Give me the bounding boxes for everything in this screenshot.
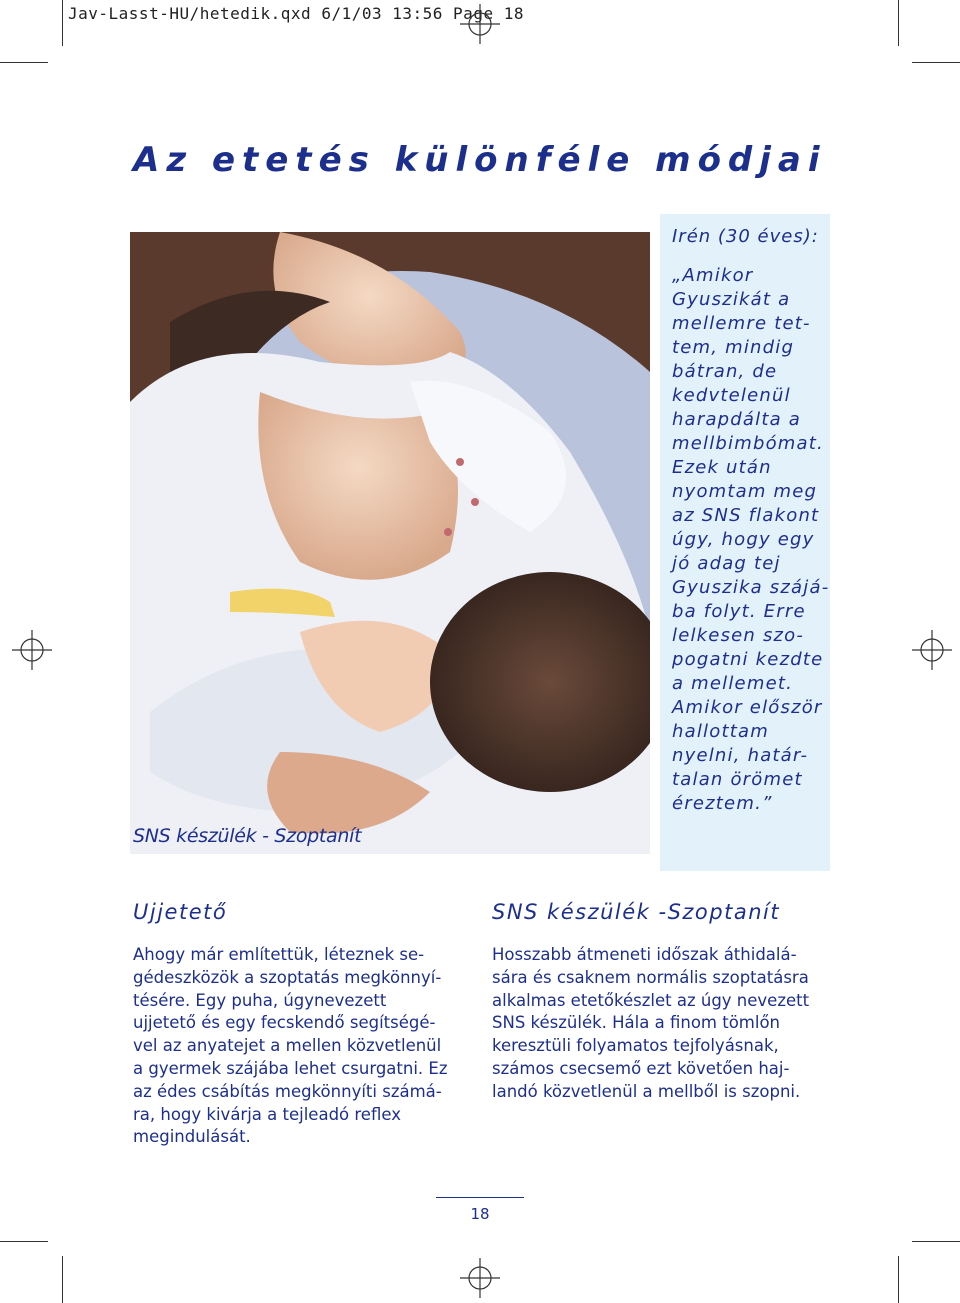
body-line: Hosszabb átmeneti időszak áthidalá- [492,945,797,964]
crop-mark [0,62,48,63]
body-line: ujjetető és egy fecskendő segítségé- [133,1013,436,1033]
quote-line: nyomtam meg [672,481,818,502]
crop-mark [62,0,63,46]
body-line: tésére. Egy puha, úgynevezett [133,990,387,1010]
breastfeeding-photo [130,232,650,854]
registration-mark-icon [460,1258,500,1298]
section-body-sns [492,944,809,1104]
registration-mark-icon [912,630,952,670]
quote-line: mellemre tet- [672,313,811,334]
quote-line: Gyuszikát a [672,289,791,310]
quote-line: kedvtelenül [672,385,791,406]
section-title-sns: SNS készülék -Szoptanít [492,900,781,924]
quote-line: bátran, de [672,361,778,382]
photo-caption: SNS készülék - Szoptanít [133,825,362,847]
crop-mark [912,1241,960,1242]
quote-line: „Amikor [672,265,754,286]
page-title: Az etetés különféle módjai [133,140,827,180]
body-line: SNS készülék. Hála a finom tömlőn [492,1013,781,1033]
quote-line: tem, mindig [672,337,795,358]
registration-mark-icon [460,4,500,44]
page-number-rule [436,1197,524,1198]
registration-mark-icon [12,630,52,670]
quote-line: éreztem.” [672,793,773,814]
body-line: ra, hogy kivárja a tejleadó reflex [133,1104,401,1124]
crop-mark [898,1256,899,1303]
quote-line: pogatni kezdte [672,649,824,670]
quote-line: úgy, hogy egy [672,529,815,550]
body-line: megindulását. [133,1127,251,1147]
quote-line: a mellemet. [672,673,794,694]
body-line: landó közvetlenül a mellből is szopni. [492,1081,801,1101]
quote-line: mellbimbómat. [672,433,824,454]
section-title-ujjeteto: Ujjetető [133,900,228,924]
quote-line: nyelni, határ- [672,745,809,766]
quote-line: ba folyt. Erre [672,601,806,622]
body-line: gédeszközök a szoptatás megkönnyí- [133,967,442,987]
body-line: keresztüli folyamatos tejfolyásnak, [492,1036,779,1056]
body-line: számos csecsemő ezt követően haj- [492,1058,790,1078]
crop-mark [898,0,899,46]
quote-line: Gyuszika szájá- [672,577,830,598]
body-line: alkalmas etetőkészlet az úgy nevezett [492,990,810,1010]
body-line: Ahogy már említettük, léteznek se- [133,945,425,964]
body-line: vel az anyatejet a mellen közvetlenül [133,1036,442,1056]
photo-illustration [130,232,650,854]
body-line: az édes csábítás megkönnyíti számá- [133,1081,442,1101]
quote-line: jó adag tej [672,553,781,574]
quote-line: hallottam [672,721,769,742]
quote-heading: Irén (30 éves): [672,226,819,247]
quote-line: talan örömet [672,769,803,790]
crop-mark [0,1241,48,1242]
quote-line: harapdálta a [672,409,801,430]
quote-line: az SNS flakont [672,505,820,526]
quote-line: Amikor először [672,697,823,718]
page-number: 18 [470,1205,490,1223]
crop-mark [912,62,960,63]
printer-slug: Jav-Lasst-HU/hetedik.qxd 6/1/03 13:56 Page 18 [68,4,524,23]
body-line: a gyermek szájába lehet csurgatni. Ez [133,1058,448,1078]
crop-mark [62,1256,63,1303]
section-body-ujjeteto [133,944,448,1149]
quote-line: Ezek után [672,457,772,478]
body-line: sára és csaknem normális szoptatásra [492,967,809,987]
quote-text [672,264,842,816]
quote-line: lelkesen szo- [672,625,805,646]
